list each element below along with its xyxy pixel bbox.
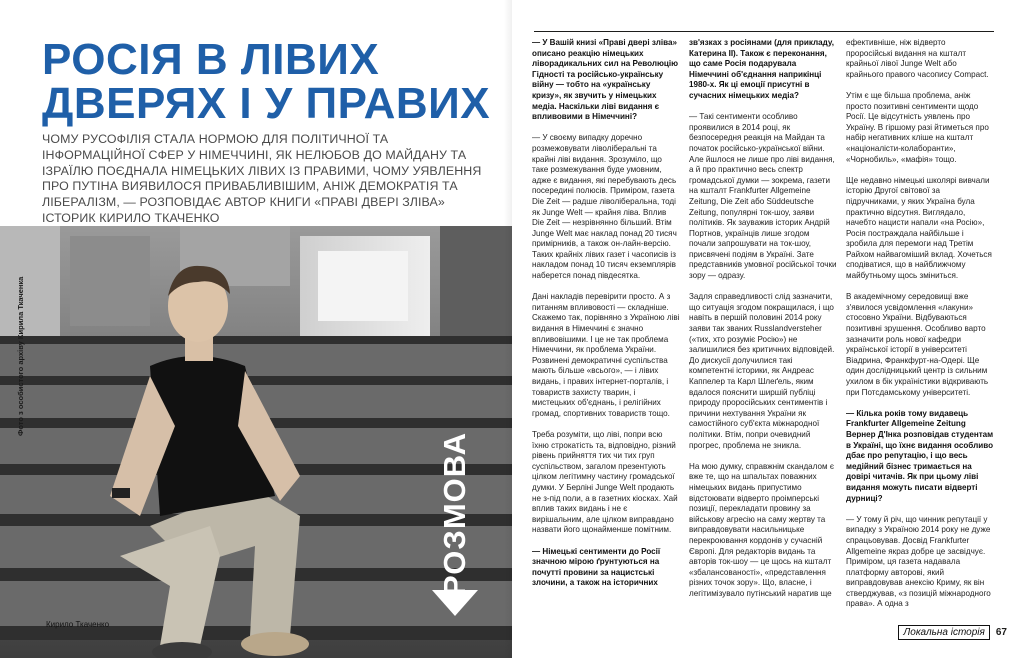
paragraph: — Німецькі сентименти до Росії значною мірою ґрунтуються на почутті провини за нацистські злочини, а також на історичних	[532, 546, 661, 588]
page-number: 67	[995, 626, 1007, 638]
section-tag-label: РОЗМОВА	[437, 431, 472, 596]
photo-credit: Фото з особистого архіву Кирила Ткаченка	[16, 276, 25, 436]
text-column-3	[846, 38, 994, 621]
article-headline	[42, 35, 491, 128]
text-column-1	[532, 38, 680, 599]
headline-line-2: ДВЕРЯХ І У ПРАВИХ	[42, 79, 491, 128]
paragraph: — Такі сентименти особливо проявилися в 2014 році, як безпосередня реакція на Майдан та початок російсько-української війни. Але йшлося не лише про ліві видання, а й про практично весь спектр громадської думки — зокрема, газети на кшталт Frankfurter Allgemeine Zeitung, Die Zeit або Süddeutsche Zeitung, популярні ток-шоу, заяви політиків. Як зауважив історик Андрій Портнов, українців лише згодом почали запрошувати на ток-шоу, присвячені подіям в Україні. Зате представників умовної російської точки зору — одразу.	[689, 112, 837, 281]
paragraph: В академічному середовищі вже з'явилося усвідомлення «лакуни» стосовно України. Відбуваються позитивні зрушення. Особливо варто зазначити роль нової кафедри української історії в університеті Віадрина, Франкфурт-на-Одері. Ще один дослідницький центр із сильним ухилом в бік україністики відкривають при Потсдамському університеті.	[846, 292, 989, 397]
headline-line-1: РОСІЯ В ЛІВИХ	[42, 35, 380, 84]
top-rule	[534, 31, 994, 32]
right-page	[512, 0, 1024, 658]
paragraph: зв'язках з росіянами (для прикладу, Катерина ІІ). Також є переконання, що саме Росія подарувала Німеччині об'єднання наприкінці 1980-х. Як ці емоції присутні в сучасних німецьких медіа?	[689, 38, 835, 100]
paragraph: На мою думку, справжнім скандалом є вже те, що на шпальтах поважних німецьких видань припустимо відстоювати відверто проімперські позиції, перекладати провину за військову агресію на саму жертву та виправдовувати насильницьке перекроювання кордонів у сучасній Європі. Для редакторів видань та авторів ток-шоу — це щось на кшталт «збалансованості», «представлення різних точок зору». Що, власне, і легітимізувало путінський наратив ще	[689, 461, 834, 598]
article-lead: ЧОМУ РУСОФІЛІЯ СТАЛА НОРМОЮ ДЛЯ ПОЛІТИЧНОЇ ТА ІНФОРМАЦІЙНОЇ СФЕР У НІМЕЧЧИНІ, ЯК НЕЛЮБОВ ДО МАЙДАНУ ТА ІЗРАЇЛЮ ПОЄДНАЛА НІМЕЦЬКИХ ЛІВИХ ІЗ ПРАВИМИ, ЧОМУ УЯВЛЕННЯ ПРО ПУТІНА ВИЯВИЛОСЯ ПРИВАБЛИВІШИМ, АНІЖ ДЕМОКРАТІЯ ТА ЛІБЕРАЛІЗМ, — РОЗПОВІДАЄ АВТОР КНИГИ «ПРАВІ ДВЕРІ ЗЛІВА» ІСТОРИК КИРИЛО ТКАЧЕНКО	[42, 132, 482, 225]
photo-caption: Кирило Ткаченко	[46, 620, 110, 629]
paragraph: — У своєму випадку доречно розмежовувати ліволіберальні та крайні ліві видання. Зрозуміло, що таке розмежування буде умовним, адже є видання, які перебувають десь посередині полюсів. Приміром, газета Die Zeit — радше ліволіберальна, тоді як Junge Welt — крайня ліва. Вплив Die Zeit — незрівнянно більший. Втім Junge Welt має наклад понад 20 тисяч примірників, а також он-лайн-версію. Таких крайніх лівих газет і часописів із накладом понад 10 тисяч екземплярів наберется понад півдесятка.	[532, 133, 677, 281]
paragraph: ефективніше, ніж відверто проросійські видання на кшталт крайньої лівої Junge Welt або крайнього правого часопису Compact.	[846, 38, 989, 79]
paragraph: Задля справедливості слід зазначити, що ситуація згодом покращилася, і що навіть в першій половині 2014 року заяви так званих Russlandversteher («тих, хто розуміє Росію») не залишилися без критичних відповідей. До дискусії долучилися такі компетентні історики, як Андреас Каппелер та Карл Шлеґель, яким вдалося пояснити ширшій публіці природу проросійських сентиментів і причини нехтування України як самостійного суб'єкта міжнародної політики. Втім, попри очевидний прогрес, проблема не зникла.	[689, 292, 835, 450]
paragraph: Утім є ще більша проблема, аніж просто позитивні сентименти щодо Росії. Це відсутність уявлень про Україну. В гіршому разі йтиметься про набір негативних кліше на кшталт «націоналісти-колаборанти», «Чорнобиль», «мафія» тощо.	[846, 90, 989, 164]
paragraph: — У тому й річ, що чинник репутації у випадку з Україною 2014 року не дуже спрацьовував. Досвід Frankfurter Allgemeine якраз добре це засвідчує. Приміром, ця газета надавала платформу авторові, який виправдовував анексію Криму, як він стверджував, «з позицій міжнародного права». А одна з	[846, 514, 991, 609]
arrow-down-icon	[432, 590, 478, 616]
text-column-2	[689, 38, 837, 610]
paragraph: Ще недавно німецькі школярі вивчали історію Другої світової за підручниками, у яких Україна була практично відсутня. Виглядало, начебто нацисти напали «на Росію», Росія постраждала найбільше і зробила для перемоги над Третім Райхом найвагоміший вклад. Хочеться сподіватися, що в найближчому майбутньому щось зміниться.	[846, 175, 992, 281]
paragraph: Треба розуміти, що ліві, попри всю їхню строкатість та, відповідно, різний рівень прийняття тих чи тих груп суспільством, загалом презентують цілком легітимну частину громадської думки. У Берліні Junge Welt продають не з-під поли, а в газетних кіосках. Хай вплив таких видань і не є вирішальним, але цілком виправдано назвати його щонайменше помітним.	[532, 429, 678, 535]
paragraph: — У Вашій книзі «Праві двері зліва» описано реакцію німецьких ліворадикальних сил на Революцію Гідності та російсько-українську війну — тобто на «українську кризу», як звучить у німецьких медіа. Наскільки ліві видання є впливовими в Німеччині?	[532, 38, 679, 122]
section-tag	[430, 431, 480, 596]
paragraph: Дані накладів перевірити просто. А з питанням впливовості — складніше. Скажемо так, порівняно з Україною ліві видання в Німеччині є значно впливовішими. І це не так проблема Німеччини, як проблема України. Розвинені демократичні суспільства мають більше «всього», — і лівих видань, і правих інтернет-порталів, і товариств захисту тварин, і мистецьких об'єднань, і релігійних громад, спортивних товариств тощо.	[532, 292, 680, 418]
paragraph: — Кілька років тому видавець Frankfurter Allgemeine Zeitung Вернер Д'Інка розповідав студентам в Україні, що їхнє видання особливо дбає про репутацію, і що весь медійний бізнес тримається на довірі читачів. Як при цьому ліві видання можуть писати відверті дурниці?	[846, 408, 994, 503]
magazine-logo: Локальна історія	[898, 625, 989, 640]
page-footer	[867, 624, 1007, 640]
